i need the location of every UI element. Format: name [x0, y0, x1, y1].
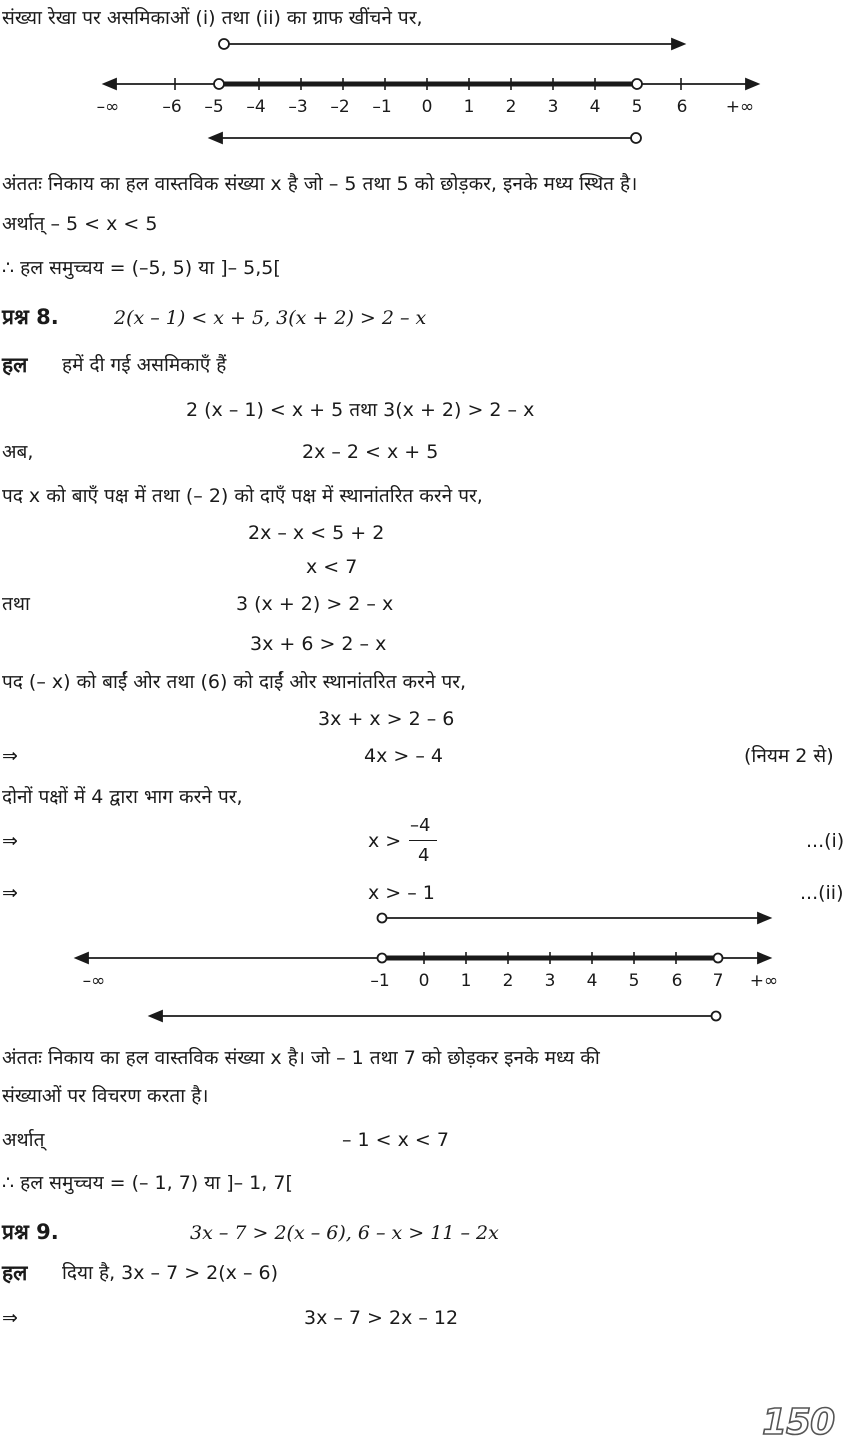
second-inequality: 3 (x + 2) > 2 – x	[236, 593, 394, 615]
tick-label: 4	[589, 97, 601, 117]
step-transpose-2: 3x + x > 2 – 6	[318, 708, 455, 730]
tick-label: +∞	[725, 97, 755, 117]
tick-label: 6	[676, 97, 688, 117]
tick-label: –5	[204, 97, 224, 117]
open-point-7	[714, 954, 723, 963]
tick-label: 6	[671, 971, 683, 991]
tick-label: –1	[370, 971, 390, 991]
fraction-denominator: 4	[418, 845, 430, 866]
tick-label: 0	[421, 97, 433, 117]
step-transpose-1: 2x – x < 5 + 2	[248, 522, 385, 544]
rule-note: (नियम 2 से)	[744, 745, 834, 767]
range-result: – 1 < x < 7	[342, 1129, 449, 1151]
ab-label: अब,	[2, 441, 34, 463]
step-4x: 4x > – 4	[364, 745, 443, 767]
result-x-gt-minus1: x > – 1	[368, 882, 435, 904]
fraction-numerator: –4	[410, 815, 431, 836]
implies-arrow: ⇒	[2, 882, 18, 904]
tick-label: 1	[463, 97, 475, 117]
ray-arrowhead-left	[150, 1011, 162, 1021]
implies-arrow: ⇒	[2, 745, 18, 767]
implies-arrow: ⇒	[2, 1307, 18, 1329]
given-inequalities: 2 (x – 1) < x + 5 तथा 3(x + 2) > 2 – x	[186, 399, 535, 421]
open-point-5-bottom	[631, 133, 641, 143]
conclusion-line-2b: संख्याओं पर विचरण करता है।	[2, 1085, 209, 1107]
solution-9-text: दिया है, 3x – 7 > 2(x – 6)	[62, 1262, 278, 1284]
question-8-expression: 2(x – 1) < x + 5, 3(x + 2) > 2 – x	[114, 307, 427, 329]
meaning-line: अर्थात् – 5 < x < 5	[2, 213, 158, 235]
tick-label: 3	[544, 971, 556, 991]
intro-line: संख्या रेखा पर असमिकाओं (i) तथा (ii) का ग्राफ खींचने पर,	[2, 7, 423, 29]
tatha-label: तथा	[2, 593, 30, 615]
tick-label: –∞	[82, 971, 106, 991]
open-point-7-bottom	[712, 1012, 721, 1021]
axis-arrow-left	[76, 953, 88, 963]
step-expand-2: 3x + 6 > 2 – x	[250, 633, 387, 655]
fraction-lhs: x >	[368, 830, 402, 852]
ray-arrowhead-right	[758, 913, 770, 923]
tick-label: –∞	[96, 97, 120, 117]
axis-arrow-left	[104, 79, 116, 89]
arthat-label: अर्थात्	[2, 1129, 45, 1151]
solution-set-line-2: ∴ हल समुच्चय = (– 1, 7) या ]– 1, 7[	[2, 1172, 293, 1194]
open-point-minus5-top	[219, 39, 229, 49]
ray-arrowhead-left	[210, 133, 222, 143]
tick-label: 7	[712, 971, 724, 991]
tick-label: –2	[330, 97, 350, 117]
axis-arrow-right	[758, 953, 770, 963]
open-point-5	[632, 79, 642, 89]
transpose-note-2: पद (– x) को बाईं ओर तथा (6) को दाईं ओर स्थानांतरित करने पर,	[2, 671, 467, 693]
tick-label: 5	[628, 971, 640, 991]
number-line-1	[0, 30, 854, 150]
step-expand: 2x – 2 < x + 5	[302, 441, 439, 463]
conclusion-line: अंततः निकाय का हल वास्तविक संख्या x है जो – 5 तथा 5 को छोड़कर, इनके मध्य स्थित है।	[2, 173, 638, 195]
axis-arrow-right	[746, 79, 758, 89]
tick-label: 3	[547, 97, 559, 117]
result-x-lt-7: x < 7	[306, 556, 358, 578]
open-point-minus5	[214, 79, 224, 89]
solution-set-line: ∴ हल समुच्चय = (–5, 5) या ]– 5,5[	[2, 257, 281, 279]
tick-label: 1	[460, 971, 472, 991]
equation-tag-i: ...(i)	[806, 830, 845, 852]
conclusion-line-2a: अंततः निकाय का हल वास्तविक संख्या x है। जो – 1 तथा 7 को छोड़कर इनके मध्य की	[2, 1047, 600, 1069]
tick-label: –6	[162, 97, 182, 117]
tick-label: 2	[502, 971, 514, 991]
fraction-bar	[409, 840, 437, 841]
number-line-2	[0, 904, 854, 1028]
open-point-minus1-top	[378, 914, 387, 923]
divide-note: दोनों पक्षों में 4 द्वारा भाग करने पर,	[2, 786, 243, 808]
tick-label: 0	[418, 971, 430, 991]
ray-arrowhead-right	[672, 39, 684, 49]
implies-arrow: ⇒	[2, 830, 18, 852]
question-9-label: प्रश्न 9.	[2, 1220, 59, 1244]
solution-8-label: हल	[2, 353, 28, 377]
page-number: 150	[762, 1402, 835, 1443]
open-point-minus1	[378, 954, 387, 963]
tick-label: 4	[586, 971, 598, 991]
tick-label: +∞	[749, 971, 779, 991]
solution-9-label: हल	[2, 1261, 28, 1285]
tick-label: 5	[631, 97, 643, 117]
question-9-expression: 3x – 7 > 2(x – 6), 6 – x > 11 – 2x	[190, 1222, 499, 1244]
transpose-note-1: पद x को बाएँ पक्ष में तथा (– 2) को दाएँ पक्ष में स्थानांतरित करने पर,	[2, 485, 483, 507]
question-8-label: प्रश्न 8.	[2, 305, 59, 329]
solution-8-text: हमें दी गई असमिकाएँ हैं	[62, 354, 227, 376]
tick-label: –4	[246, 97, 266, 117]
tick-label: 2	[505, 97, 517, 117]
tick-label: –1	[372, 97, 392, 117]
tick-label: –3	[288, 97, 308, 117]
equation-tag-ii: ...(ii)	[800, 882, 844, 904]
step-q9: 3x – 7 > 2x – 12	[304, 1307, 459, 1329]
